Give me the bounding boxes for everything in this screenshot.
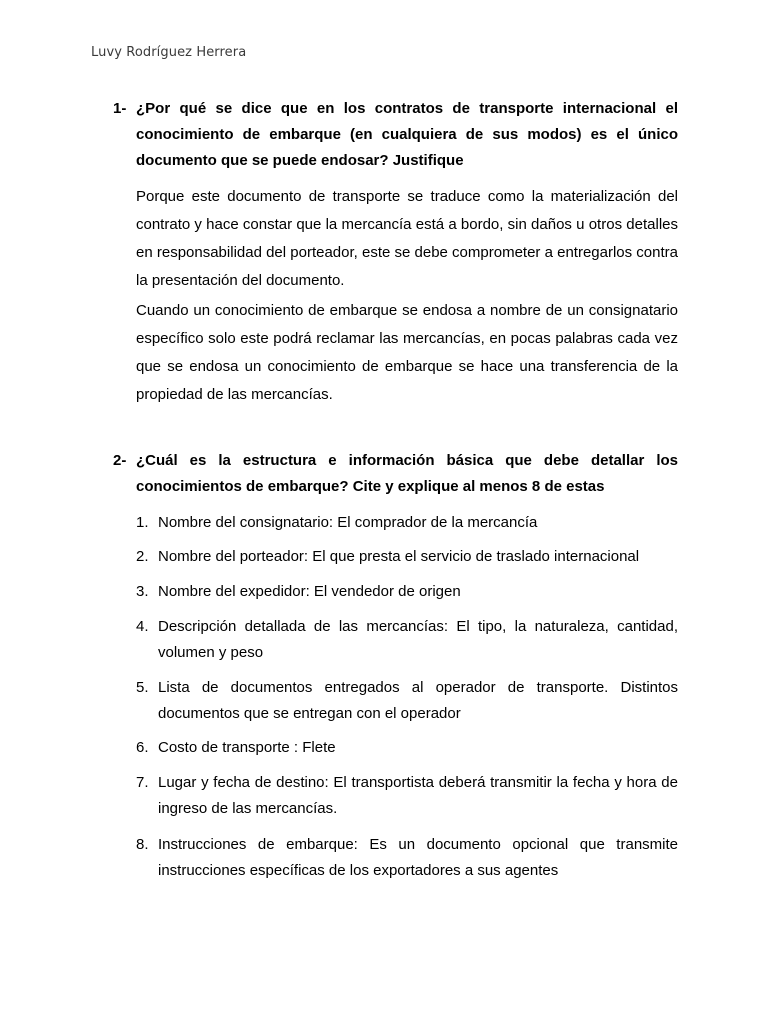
list-item [136,770,678,822]
question-1-number: 1- [113,100,127,117]
list-item [136,614,678,666]
list-item-number: 7. [136,774,149,791]
question-2-text: ¿Cuál es la estructura e información básica que debe detallar los conocimientos de embarque? Cite y explique al menos 8 de estas [136,452,678,495]
list-item-number: 2. [136,548,149,565]
list-item-number: 3. [136,583,149,600]
list-item [136,510,678,536]
list-item-number: 8. [136,836,149,853]
list-item-text: Nombre del consignatario: El comprador de la mercancía [158,514,538,531]
list-item-number: 1. [136,514,149,531]
question-1 [113,96,678,174]
question-2 [113,448,678,500]
list-item-number: 5. [136,679,149,696]
list-item [136,735,678,761]
list-item [136,675,678,727]
answer-1-paragraph-2: Cuando un conocimiento de embarque se endosa a nombre de un consignatario específico solo este podrá reclamar las mercancías, en pocas palabras cada vez que se endosa un conocimiento de embarque se hace una transferencia de la propiedad de las mercancías. [136,302,678,403]
list-item-text: Lista de documentos entregados al operador de transporte. Distintos documentos que se entregan con el operador [158,679,678,722]
list-item-number: 4. [136,618,149,635]
author-header: Luvy Rodríguez Herrera [91,45,247,60]
list-item-text: Costo de transporte : Flete [158,739,336,756]
list-item-text: Nombre del porteador: El que presta el servicio de traslado internacional [158,548,640,565]
list-item [136,544,678,570]
list-item [136,832,678,884]
list-item-text: Nombre del expedidor: El vendedor de origen [158,583,461,600]
question-2-number: 2- [113,452,127,469]
list-item-text: Descripción detallada de las mercancías: El tipo, la naturaleza, cantidad, volumen y peso [158,618,678,661]
list-item-text: Lugar y fecha de destino: El transportista deberá transmitir la fecha y hora de ingreso de las mercancías. [158,774,678,817]
answer-1-paragraph-1: Porque este documento de transporte se traduce como la materialización del contrato y hace constar que la mercancía está a bordo, sin daños u otros detalles en responsabilidad del porteador, este se debe comprometer a entregarlos contra la presentación del documento. [136,188,678,289]
question-1-text: ¿Por qué se dice que en los contratos de transporte internacional el conocimiento de embarque (en cualquiera de sus modos) es el único documento que se puede endosar? Justifique [136,100,678,169]
list-item-number: 6. [136,739,149,756]
list-item-text: Instrucciones de embarque: Es un documento opcional que transmite instrucciones específicas de los exportadores a sus agentes [158,836,678,879]
list-item [136,579,678,605]
